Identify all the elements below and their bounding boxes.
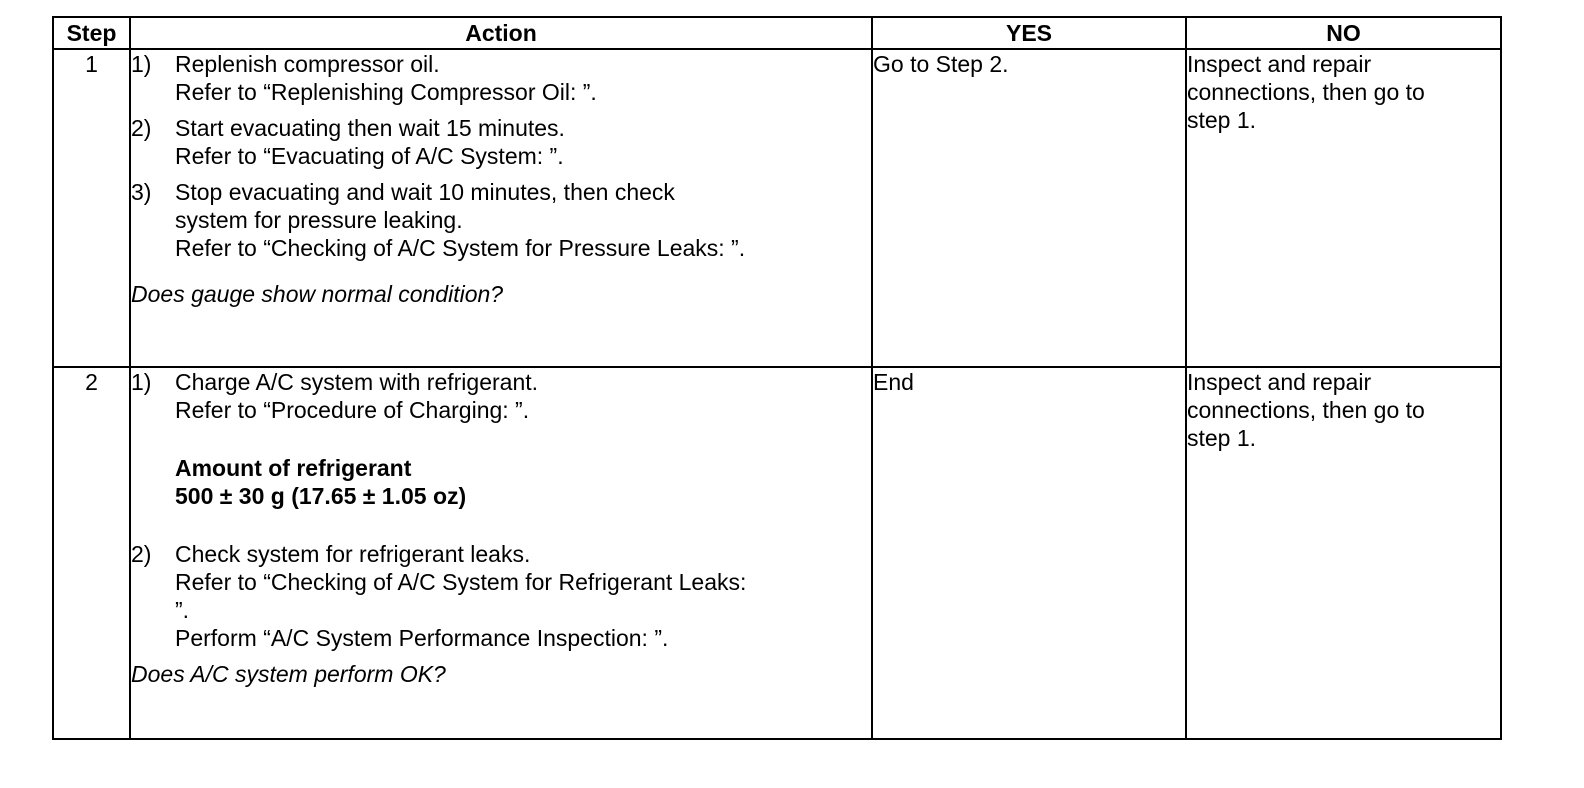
- action-text: system for pressure leaking.: [175, 207, 463, 233]
- action-text: Charge A/C system with refrigerant.: [175, 369, 539, 395]
- no-text: Inspect and repair: [1187, 369, 1372, 395]
- item-number: 1): [131, 369, 152, 395]
- table-header-row: [53, 17, 1501, 49]
- step-number: 2: [53, 367, 130, 739]
- action-item: [131, 368, 871, 540]
- action-item: [131, 540, 871, 652]
- table-row: [53, 49, 1501, 367]
- header-yes: YES: [872, 17, 1186, 49]
- item-number: 3): [131, 179, 152, 205]
- check-question: Does gauge show normal condition?: [131, 281, 504, 307]
- header-step: Step: [53, 17, 130, 49]
- action-reference: ”.: [175, 597, 190, 623]
- step-number: 1: [53, 49, 130, 367]
- action-cell: [130, 367, 872, 739]
- yes-cell: End: [872, 367, 1186, 739]
- no-text: step 1.: [1187, 425, 1257, 451]
- no-text: connections, then go to: [1187, 79, 1425, 105]
- troubleshooting-table: [52, 16, 1502, 740]
- action-cell: [130, 49, 872, 367]
- no-text: step 1.: [1187, 107, 1257, 133]
- yes-cell: Go to Step 2.: [872, 49, 1186, 367]
- no-text: connections, then go to: [1187, 397, 1425, 423]
- action-text: Check system for refrigerant leaks.: [175, 541, 531, 567]
- no-cell: [1186, 367, 1501, 739]
- action-reference: Refer to “Checking of A/C System for Refrigerant Leaks:: [175, 569, 747, 595]
- action-text: Stop evacuating and wait 10 minutes, then check: [175, 179, 675, 205]
- action-reference: Refer to “Procedure of Charging: ”.: [175, 397, 530, 423]
- item-number: 2): [131, 115, 152, 141]
- check-question: Does A/C system perform OK?: [131, 661, 446, 687]
- spec-title: Amount of refrigerant: [175, 455, 412, 481]
- action-reference: Refer to “Checking of A/C System for Pressure Leaks: ”.: [175, 235, 746, 261]
- action-text: Replenish compressor oil.: [175, 51, 440, 77]
- item-number: 2): [131, 541, 152, 567]
- action-item: [131, 114, 871, 170]
- no-cell: [1186, 49, 1501, 367]
- action-item: [131, 178, 871, 262]
- refrigerant-spec: [175, 454, 871, 510]
- header-no: NO: [1186, 17, 1501, 49]
- header-action: Action: [130, 17, 872, 49]
- item-number: 1): [131, 51, 152, 77]
- no-text: Inspect and repair: [1187, 51, 1372, 77]
- spec-value: 500 ± 30 g (17.65 ± 1.05 oz): [175, 483, 467, 509]
- action-reference: Refer to “Replenishing Compressor Oil: ”.: [175, 79, 597, 105]
- action-reference: Perform “A/C System Performance Inspection: ”.: [175, 625, 669, 651]
- action-item: [131, 50, 871, 106]
- action-reference: Refer to “Evacuating of A/C System: ”.: [175, 143, 564, 169]
- action-text: Start evacuating then wait 15 minutes.: [175, 115, 565, 141]
- table-row: [53, 367, 1501, 739]
